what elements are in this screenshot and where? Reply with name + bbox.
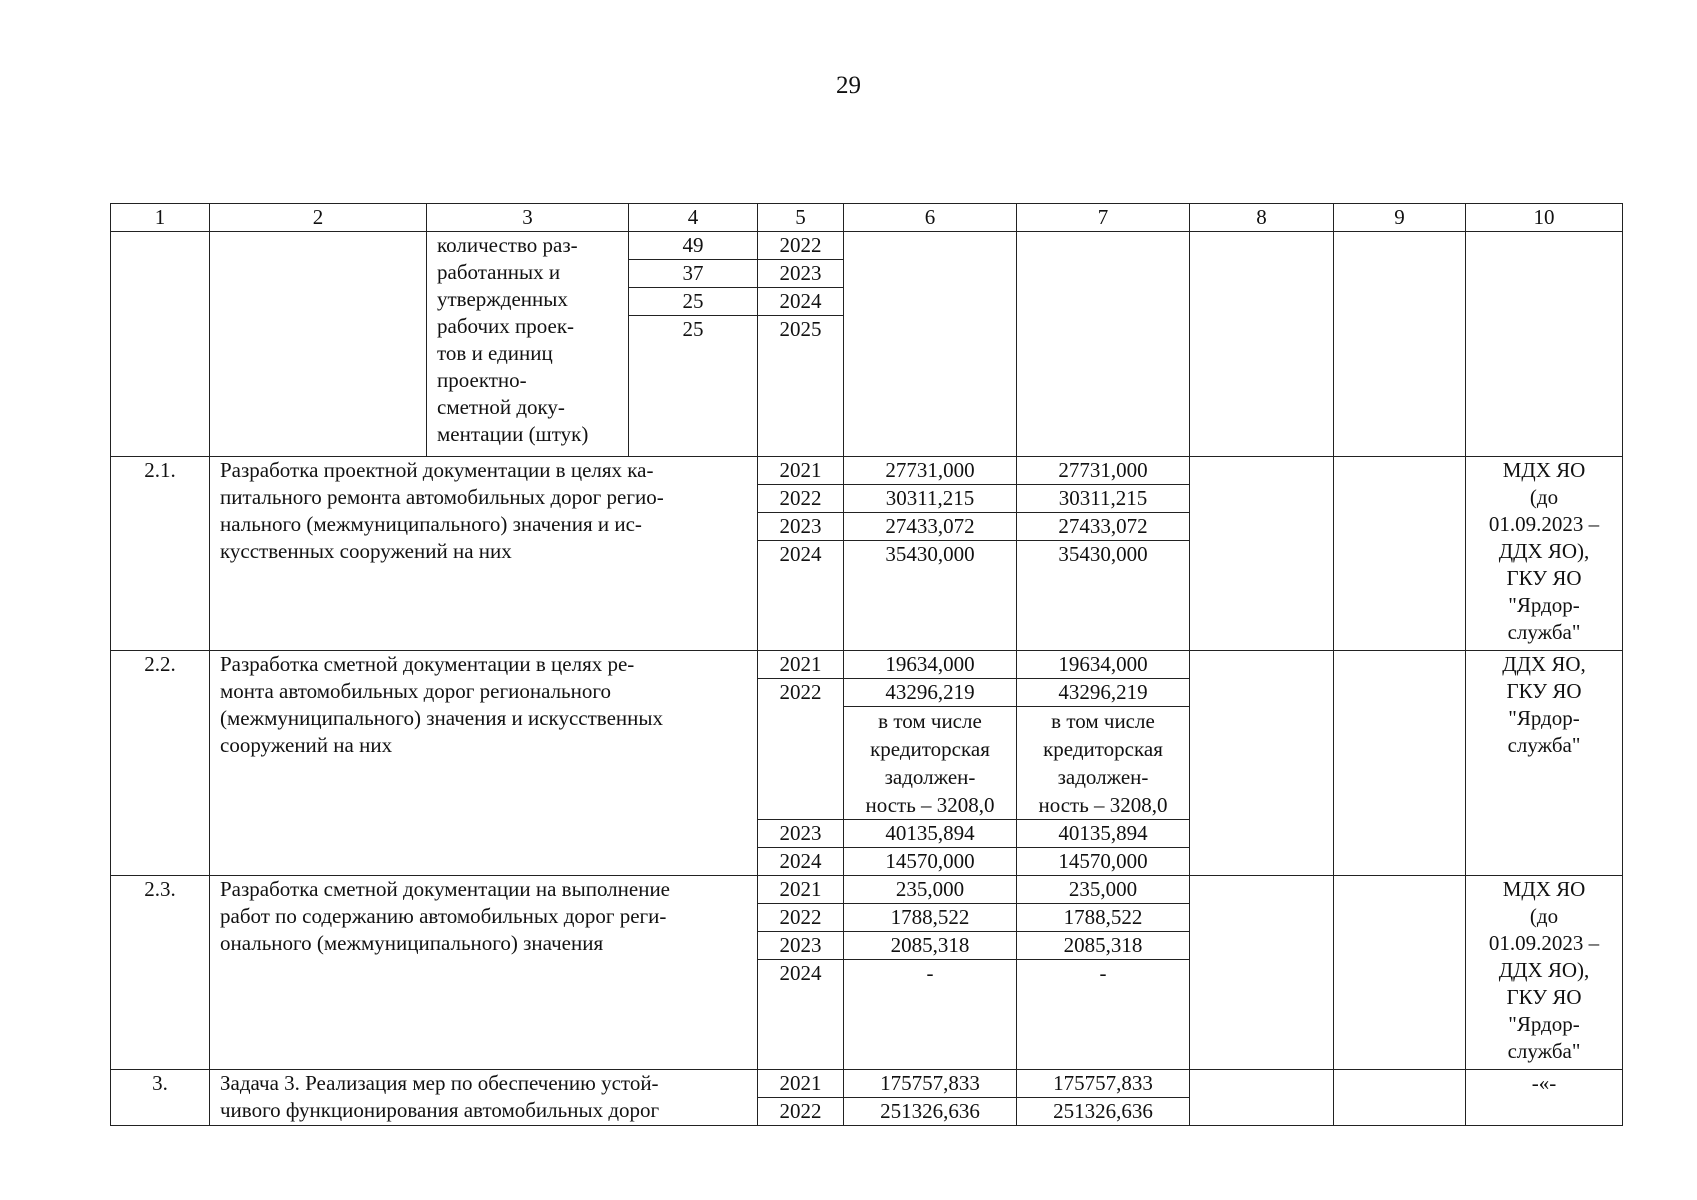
year-cell: 2024 bbox=[758, 848, 844, 876]
text-line: служба" bbox=[1507, 733, 1581, 757]
page-number: 29 bbox=[836, 72, 861, 99]
total-cell: 19634,000 bbox=[844, 651, 1017, 679]
column-number-row bbox=[111, 204, 1623, 232]
regional-cell: 19634,000 bbox=[1017, 651, 1190, 679]
text-line: утвержденных bbox=[437, 287, 568, 311]
total-cell: 235,000 bbox=[844, 876, 1017, 904]
text-line: ГКУ ЯО bbox=[1506, 679, 1582, 703]
row-number: 2.2. bbox=[111, 651, 210, 876]
text-line: Задача 3. Реализация мер по обеспечению устой- bbox=[220, 1071, 659, 1095]
text-line: (до bbox=[1529, 904, 1559, 928]
regional-cell: 235,000 bbox=[1017, 876, 1190, 904]
indicator-row bbox=[111, 232, 1623, 260]
empty-cell bbox=[1334, 651, 1466, 876]
total-cell: 40135,894 bbox=[844, 820, 1017, 848]
total-cell: 175757,833 bbox=[844, 1070, 1017, 1098]
empty-cell bbox=[210, 232, 427, 457]
year-cell: 2021 bbox=[758, 876, 844, 904]
column-number: 8 bbox=[1190, 204, 1334, 232]
activity-title bbox=[210, 1070, 758, 1126]
year-cell: 2021 bbox=[758, 651, 844, 679]
column-number: 5 bbox=[758, 204, 844, 232]
regional-cell: 251326,636 bbox=[1017, 1098, 1190, 1126]
column-number: 2 bbox=[210, 204, 427, 232]
regional-cell: 1788,522 bbox=[1017, 904, 1190, 932]
empty-cell bbox=[111, 232, 210, 457]
empty-cell bbox=[844, 232, 1017, 457]
total-cell: 35430,000 bbox=[844, 541, 1017, 569]
year-cell: 2021 bbox=[758, 1070, 844, 1098]
indicator-value: 25 bbox=[629, 316, 758, 344]
indicator-year: 2025 bbox=[758, 316, 844, 344]
text-line: "Ярдор- bbox=[1508, 593, 1580, 617]
text-line: Разработка сметной документации на выполнение bbox=[220, 877, 671, 901]
total-cell: 14570,000 bbox=[844, 848, 1017, 876]
text-line: сооружений на них bbox=[220, 733, 393, 757]
text-line: в том числе bbox=[1051, 709, 1155, 733]
debt-note bbox=[844, 707, 1017, 820]
row-number: 2.3. bbox=[111, 876, 210, 1070]
activity-title bbox=[210, 457, 758, 651]
column-number: 9 bbox=[1334, 204, 1466, 232]
total-cell: 30311,215 bbox=[844, 485, 1017, 513]
total-cell: 2085,318 bbox=[844, 932, 1017, 960]
text-line: служба" bbox=[1507, 620, 1581, 644]
text-line: 01.09.2023 – bbox=[1488, 512, 1600, 536]
year-cell: 2024 bbox=[758, 960, 844, 988]
text-line: сметной доку- bbox=[437, 395, 565, 419]
text-line: работ по содержанию автомобильных дорог реги- bbox=[220, 904, 667, 928]
indicator-year: 2024 bbox=[758, 288, 844, 316]
total-cell: - bbox=[844, 960, 1017, 988]
total-cell: 1788,522 bbox=[844, 904, 1017, 932]
empty-cell bbox=[1334, 1070, 1466, 1126]
total-cell: 43296,219 bbox=[844, 679, 1017, 707]
empty-cell bbox=[1190, 651, 1334, 876]
regional-cell: 40135,894 bbox=[1017, 820, 1190, 848]
empty-cell bbox=[1190, 457, 1334, 651]
responsible-cell bbox=[1466, 651, 1623, 876]
text-line: ГКУ ЯО bbox=[1506, 985, 1582, 1009]
text-line: МДХ ЯО bbox=[1502, 877, 1586, 901]
activity-row bbox=[111, 1070, 1623, 1098]
text-line: задолжен- bbox=[1057, 765, 1149, 789]
year-cell: 2021 bbox=[758, 457, 844, 485]
year-cell: 2023 bbox=[758, 932, 844, 960]
text-line: "Ярдор- bbox=[1508, 1012, 1580, 1036]
indicator-value: 37 bbox=[629, 260, 758, 288]
column-number: 1 bbox=[111, 204, 210, 232]
regional-cell: 27433,072 bbox=[1017, 513, 1190, 541]
text-line: "Ярдор- bbox=[1508, 706, 1580, 730]
responsible-cell bbox=[1466, 876, 1623, 1070]
year-cell: 2023 bbox=[758, 820, 844, 848]
activity-row bbox=[111, 457, 1623, 485]
text-line: ДДХ ЯО), bbox=[1498, 958, 1590, 982]
row-number: 2.1. bbox=[111, 457, 210, 651]
activity-title bbox=[210, 876, 758, 1070]
text-line: (межмуниципального) значения и искусственных bbox=[220, 706, 663, 730]
empty-cell bbox=[1334, 232, 1466, 457]
debt-note bbox=[1017, 707, 1190, 820]
year-cell: 2024 bbox=[758, 541, 844, 569]
text-line: кредиторская bbox=[870, 737, 990, 761]
empty-cell bbox=[1334, 876, 1466, 1070]
empty-cell bbox=[1466, 232, 1623, 457]
text-line: чивого функционирования автомобильных дорог bbox=[220, 1098, 660, 1122]
text-line: служба" bbox=[1507, 1039, 1581, 1063]
empty-cell bbox=[1190, 232, 1334, 457]
text-line: МДХ ЯО bbox=[1502, 458, 1586, 482]
text-line: онального (межмуниципального) значения bbox=[220, 931, 604, 955]
column-number: 10 bbox=[1466, 204, 1623, 232]
total-cell: 27731,000 bbox=[844, 457, 1017, 485]
indicator-value: 49 bbox=[629, 232, 758, 260]
responsible-cell bbox=[1466, 457, 1623, 651]
text-line: рабочих проек- bbox=[437, 314, 575, 338]
text-line: работанных и bbox=[437, 260, 561, 284]
text-line: количество раз- bbox=[437, 233, 578, 257]
year-cell: 2022 bbox=[758, 904, 844, 932]
regional-cell: 27731,000 bbox=[1017, 457, 1190, 485]
regional-cell: - bbox=[1017, 960, 1190, 988]
text-line: ность – 3208,0 bbox=[1038, 793, 1168, 817]
text-line: ДДХ ЯО, bbox=[1502, 652, 1586, 676]
year-cell: 2022 bbox=[758, 679, 844, 707]
text-line: ментации (штук) bbox=[437, 422, 589, 446]
indicator-year: 2022 bbox=[758, 232, 844, 260]
activity-title bbox=[210, 651, 758, 876]
text-line: тов и единиц bbox=[437, 341, 553, 365]
column-number: 6 bbox=[844, 204, 1017, 232]
activity-row bbox=[111, 876, 1623, 904]
column-number: 3 bbox=[427, 204, 629, 232]
indicator-year: 2023 bbox=[758, 260, 844, 288]
regional-cell: 175757,833 bbox=[1017, 1070, 1190, 1098]
empty-cell bbox=[1190, 1070, 1334, 1126]
regional-cell: 35430,000 bbox=[1017, 541, 1190, 569]
indicator-value: 25 bbox=[629, 288, 758, 316]
text-line: кусственных сооружений на них bbox=[220, 539, 512, 563]
indicator-name bbox=[427, 232, 629, 457]
text-line: ДДХ ЯО), bbox=[1498, 539, 1590, 563]
text-line: ГКУ ЯО bbox=[1506, 566, 1582, 590]
empty-cell bbox=[1334, 457, 1466, 651]
text-line: задолжен- bbox=[884, 765, 976, 789]
column-number: 7 bbox=[1017, 204, 1190, 232]
responsible-cell bbox=[1466, 1070, 1623, 1126]
text-line: (до bbox=[1529, 485, 1559, 509]
text-line: проектно- bbox=[437, 368, 527, 392]
text-line: кредиторская bbox=[1043, 737, 1163, 761]
row-number: 3. bbox=[111, 1070, 210, 1126]
total-cell: 251326,636 bbox=[844, 1098, 1017, 1126]
regional-cell: 43296,219 bbox=[1017, 679, 1190, 707]
activity-row bbox=[111, 651, 1623, 679]
regional-cell: 30311,215 bbox=[1017, 485, 1190, 513]
regional-cell: 14570,000 bbox=[1017, 848, 1190, 876]
total-cell: 27433,072 bbox=[844, 513, 1017, 541]
year-cell: 2022 bbox=[758, 485, 844, 513]
empty-cell bbox=[1190, 876, 1334, 1070]
text-line: монта автомобильных дорог регионального bbox=[220, 679, 611, 703]
year-cell: 2022 bbox=[758, 1098, 844, 1126]
text-line: 01.09.2023 – bbox=[1488, 931, 1600, 955]
text-line: Разработка сметной документации в целях ре- bbox=[220, 652, 635, 676]
column-number: 4 bbox=[629, 204, 758, 232]
text-line: нального (межмуниципального) значения и ис- bbox=[220, 512, 642, 536]
text-line: питального ремонта автомобильных дорог регио- bbox=[220, 485, 664, 509]
text-line: -«- bbox=[1531, 1071, 1557, 1095]
program-table bbox=[110, 203, 1623, 1126]
text-line: в том числе bbox=[878, 709, 982, 733]
year-cell: 2023 bbox=[758, 513, 844, 541]
empty-cell bbox=[1017, 232, 1190, 457]
text-line: ность – 3208,0 bbox=[865, 793, 995, 817]
text-line: Разработка проектной документации в целях ка- bbox=[220, 458, 654, 482]
regional-cell: 2085,318 bbox=[1017, 932, 1190, 960]
